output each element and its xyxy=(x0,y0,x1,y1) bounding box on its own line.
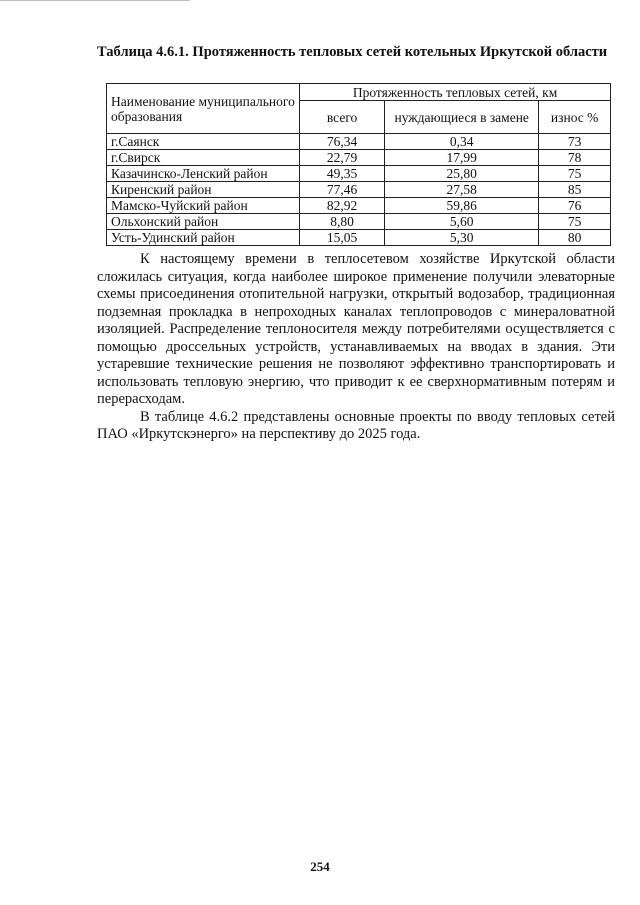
cell-need-replacement: 5,60 xyxy=(385,214,539,230)
cell-municipality: Ольхонский район xyxy=(107,214,300,230)
page-number: 254 xyxy=(310,859,330,874)
cell-total: 22,79 xyxy=(300,150,385,166)
table-row xyxy=(107,214,611,230)
header-total: всего xyxy=(300,101,385,134)
cell-municipality: Мамско-Чуйский район xyxy=(107,198,300,214)
cell-wear-percent: 78 xyxy=(539,150,611,166)
cell-need-replacement: 25,80 xyxy=(385,166,539,182)
cell-total: 49,35 xyxy=(300,166,385,182)
cell-wear-percent: 75 xyxy=(539,166,611,182)
cell-need-replacement: 17,99 xyxy=(385,150,539,166)
cell-total: 15,05 xyxy=(300,230,385,246)
body-text xyxy=(97,251,615,444)
cell-municipality: Казачинско-Ленский район xyxy=(107,166,300,182)
header-need-replacement: нуждающиеся в замене xyxy=(385,101,539,134)
table-row xyxy=(107,134,611,150)
table-row xyxy=(107,230,611,246)
cell-wear-percent: 73 xyxy=(539,134,611,150)
cell-need-replacement: 59,86 xyxy=(385,198,539,214)
table-caption: Таблица 4.6.1. Протяженность тепловых сетей котельных Иркутской области xyxy=(97,44,608,60)
table-row xyxy=(107,182,611,198)
cell-total: 77,46 xyxy=(300,182,385,198)
cell-total: 82,92 xyxy=(300,198,385,214)
cell-municipality: Усть-Удинский район xyxy=(107,230,300,246)
cell-municipality: г.Свирск xyxy=(107,150,300,166)
table-row xyxy=(107,166,611,182)
cell-wear-percent: 80 xyxy=(539,230,611,246)
header-wear-percent: износ % xyxy=(539,101,611,134)
heat-network-table xyxy=(106,83,611,246)
table-row xyxy=(107,150,611,166)
cell-wear-percent: 85 xyxy=(539,182,611,198)
cell-total: 76,34 xyxy=(300,134,385,150)
header-municipality: Наименование муниципального образования xyxy=(107,84,300,134)
cell-wear-percent: 76 xyxy=(539,198,611,214)
cell-need-replacement: 27,58 xyxy=(385,182,539,198)
scan-edge-line xyxy=(0,0,190,1)
paragraph: К настоящему времени в теплосетевом хозяйстве Иркутской области сложилась ситуация, когда наиболее широкое применение получили элеваторные схемы присоединения отопительной нагрузки, открытый водозабор, традиционная подземная прокладка в непроходных каналах теплопроводов с минераловатной изоляцией. Распределение теплоносителя между потребителями осуществляется с помощью дроссельных устройств, устанавливаемых на вводах в здания. Эти устаревшие технические решения не позволяют эффективно транспортировать и использовать тепловую энергию, что приводит к ее сверхнормативным потерям и перерасходам. xyxy=(97,251,615,407)
cell-municipality: г.Саянск xyxy=(107,134,300,150)
cell-municipality: Киренский район xyxy=(107,182,300,198)
cell-wear-percent: 75 xyxy=(539,214,611,230)
header-length-group: Протяженность тепловых сетей, км xyxy=(300,84,611,101)
cell-total: 8,80 xyxy=(300,214,385,230)
cell-need-replacement: 0,34 xyxy=(385,134,539,150)
table-row xyxy=(107,198,611,214)
paragraph: В таблице 4.6.2 представлены основные проекты по вводу тепловых сетей ПАО «Иркутскэнерго» на перспективу до 2025 года. xyxy=(97,408,615,442)
cell-need-replacement: 5,30 xyxy=(385,230,539,246)
